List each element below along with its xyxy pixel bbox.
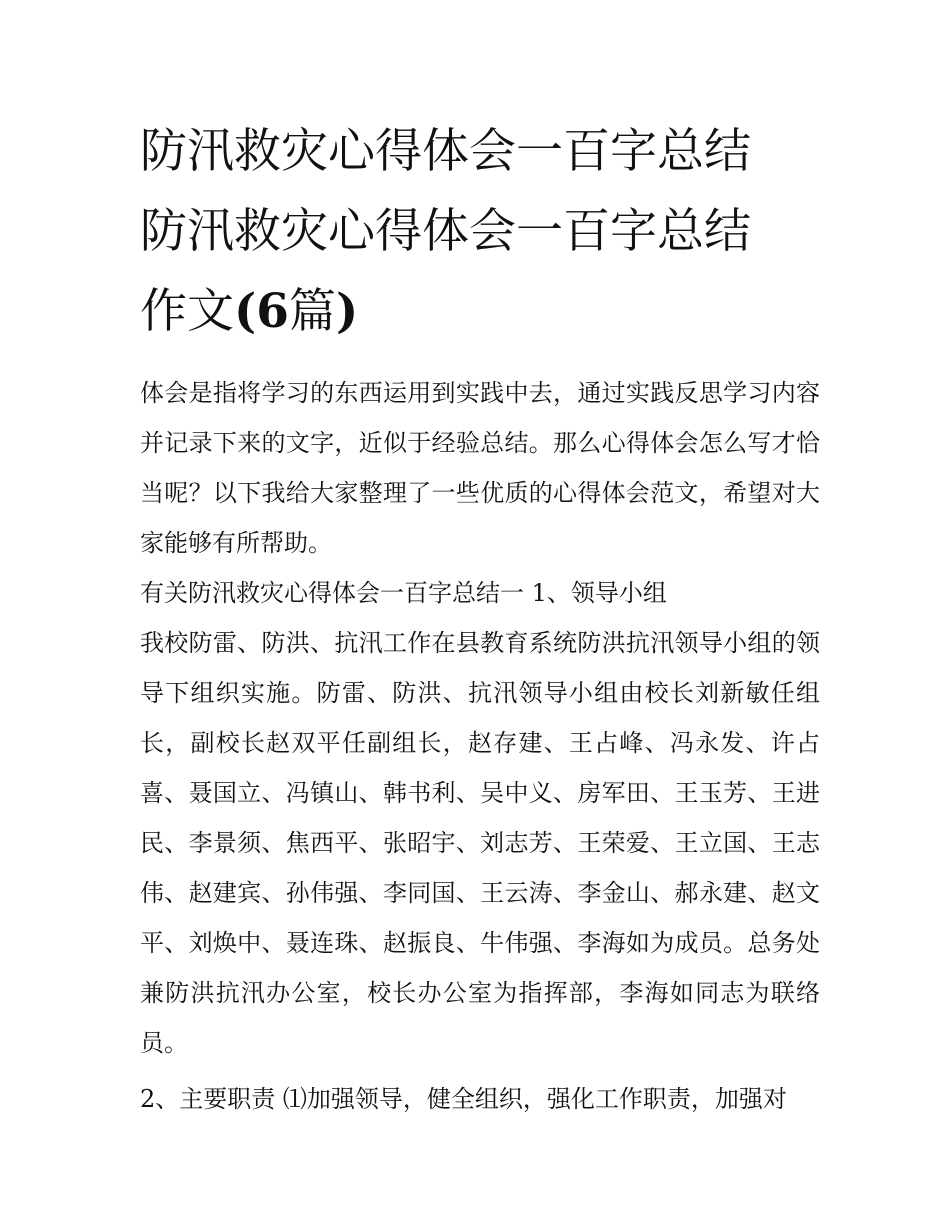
title-line-3-count: (6 [234, 284, 289, 339]
intro-paragraph: 体会是指将学习的东西运用到实践中去，通过实践反思学习内容并记录下来的文字，近似于经验总结。那么心得体会怎么写才恰当呢？以下我给大家整理了一些优质的心得体会范文，希望对大家能够有所帮助。 [140, 379, 820, 557]
title-line-2: 防汛救灾心得体会一百字总结 [140, 204, 751, 259]
title-line-3-close: ) [335, 284, 359, 339]
document-title [140, 112, 820, 352]
section-2-start: 2、主要职责 ⑴加强领导，健全组织，强化工作职责，加强对 [140, 1085, 787, 1113]
title-line-1: 防汛救灾心得体会一百字总结 [140, 124, 751, 179]
section-1-heading: 有关防汛救灾心得体会一百字总结一 1、领导小组 [140, 579, 667, 607]
document-page [140, 112, 820, 1124]
title-line-3-suffix: 篇 [288, 284, 336, 339]
title-line-3-prefix: 作文 [140, 284, 234, 339]
title-line-3 [140, 272, 820, 352]
section-1-body: 我校防雷、防洪、抗汛工作在县教育系统防洪抗汛领导小组的领导下组织实施。防雷、防洪、抗汛领导小组由校长刘新敏任组长，副校长赵双平任副组长，赵存建、王占峰、冯永发、许占喜、聂国立、冯镇山、韩书利、吴中义、房军田、王玉芳、王进民、李景须、焦西平、张昭宇、刘志芳、王荣爱、王立国、王志伟、赵建宾、孙伟强、李同国、王云涛、李金山、郝永建、赵文平、刘焕中、聂连珠、赵振良、牛伟强、李海如为成员。总务处兼防洪抗汛办公室，校长办公室为指挥部，李海如同志为联络员。 [140, 629, 820, 1057]
